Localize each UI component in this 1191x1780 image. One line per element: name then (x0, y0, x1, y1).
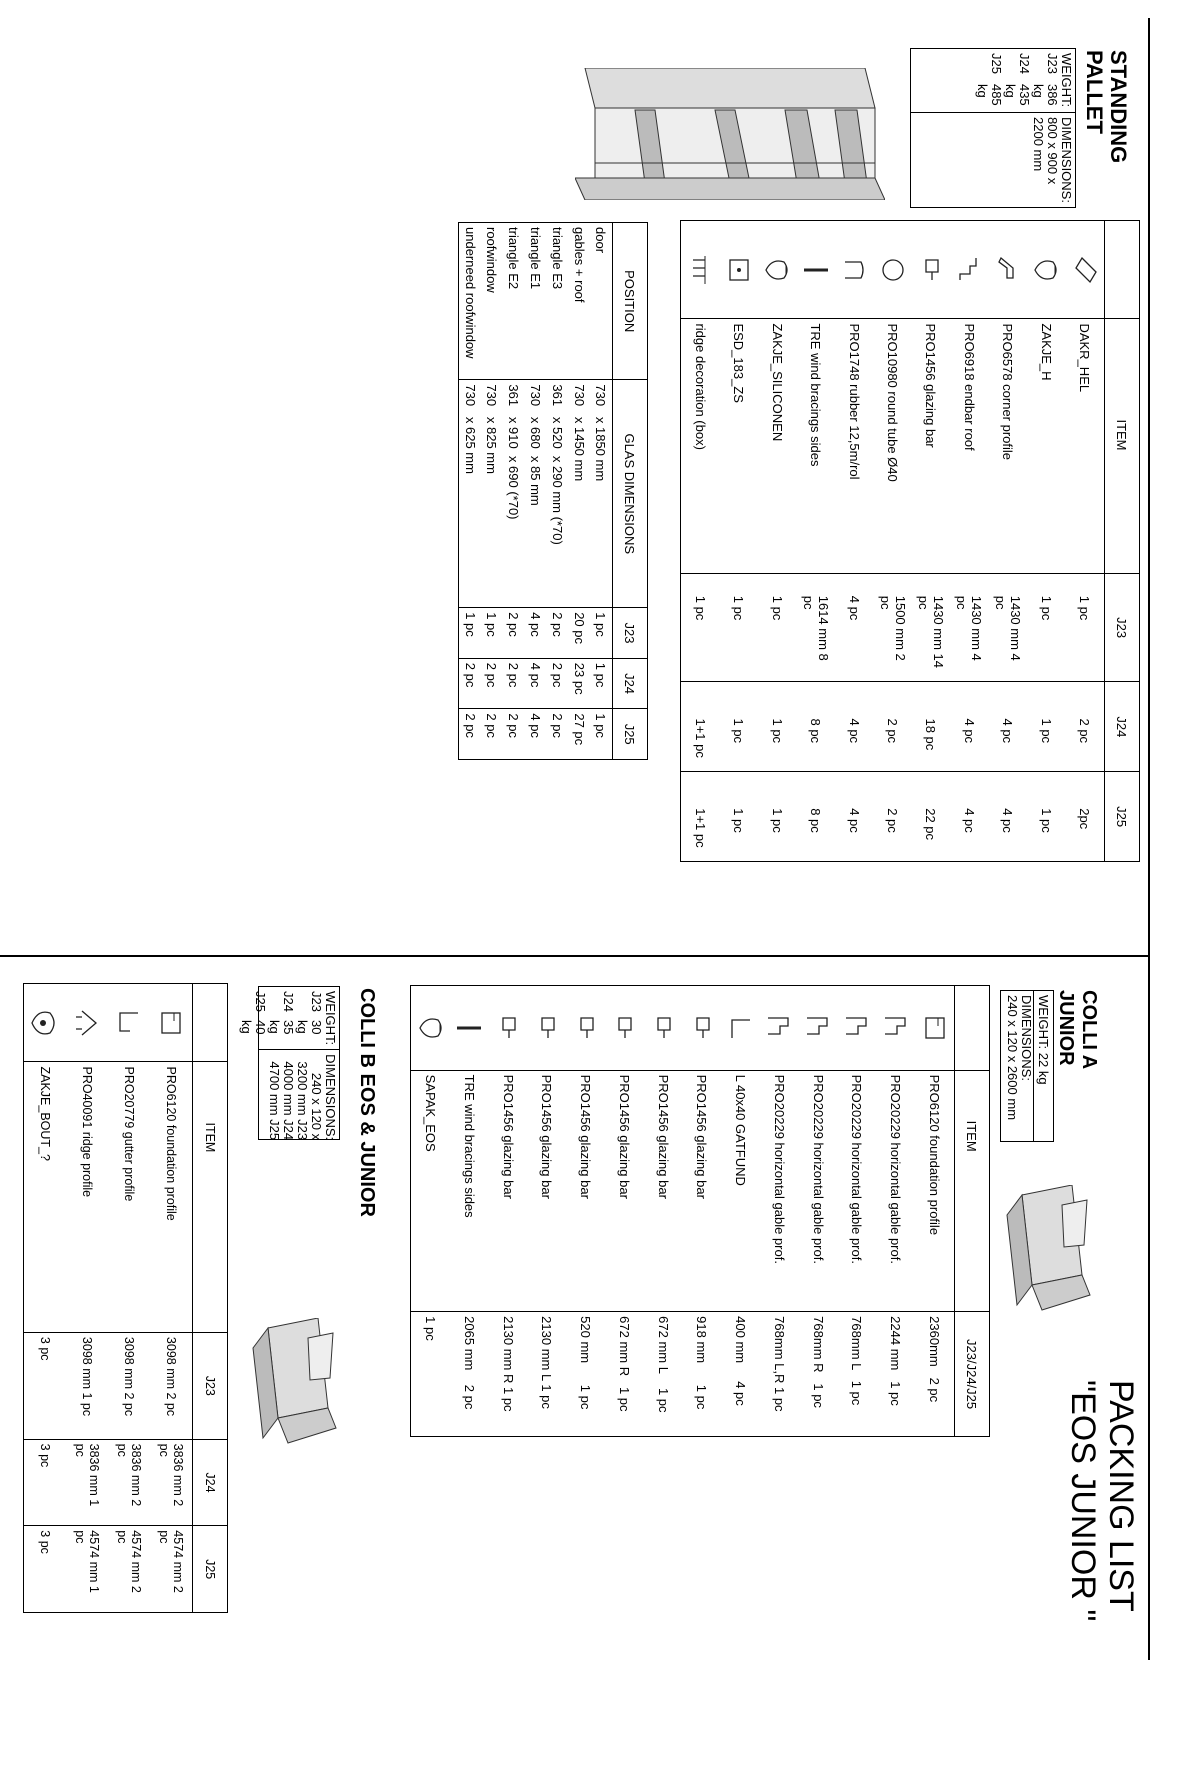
glass-position: triangle E2 (503, 223, 525, 380)
item-name: ZAKJE_SILICONEN (758, 319, 796, 573)
j23-qty: 3 pc (24, 1332, 67, 1439)
icon-cell (66, 984, 108, 1062)
j24-qty: 1 pc (720, 682, 758, 772)
table-row (525, 223, 547, 760)
bag-icon (762, 254, 792, 286)
standing-title-line-2: PALLET (1082, 50, 1107, 134)
gable-profile-icon (881, 1012, 911, 1044)
item-name: PRO10980 round tube Ø40 (873, 319, 911, 573)
item-name: ZAKJE_H (1027, 319, 1065, 573)
bracing-icon (454, 1012, 484, 1044)
icon-cell (24, 984, 67, 1062)
colli-b-table (23, 983, 228, 1613)
glass-j24: 2 pc (503, 658, 525, 709)
icon-cell (796, 221, 834, 319)
colli-a-title: COLLI A JUNIOR (1055, 990, 1100, 1069)
glass-dims-column-header: GLAS DIMENSIONS (613, 380, 648, 608)
icon-cell (1065, 221, 1104, 319)
j24-qty: 2 pc (873, 682, 911, 772)
j25-qty: 4 pc (961, 808, 977, 833)
glass-grid (458, 222, 648, 760)
icon-cell (835, 221, 873, 319)
weight-model: J25 (989, 53, 1004, 74)
j25-qty: 8 pc (808, 808, 824, 833)
glass-j24: 1 pc (590, 658, 613, 709)
table-row (912, 221, 950, 862)
glass-j25: 2 pc (462, 713, 478, 738)
table-row (489, 986, 528, 1437)
gutter-profile-icon (114, 1007, 144, 1039)
glass-position: roofwindow (481, 223, 503, 380)
item-name: SAPAK_EOS (411, 1070, 451, 1312)
rubber-icon (839, 254, 869, 286)
pallet-items-table (680, 220, 1140, 862)
box-icon (724, 254, 754, 286)
j25-qty: 4 pc (1000, 808, 1016, 833)
glass-position: door (590, 223, 613, 380)
weight-label: WEIGHT: (1059, 53, 1074, 108)
bag-icon (1031, 254, 1061, 286)
colli-b-j23-header: J23 (193, 1332, 228, 1439)
table-row (528, 986, 567, 1437)
glass-position: triangle E3 (546, 223, 568, 380)
j24-qty: 3836 mm 2 pc (108, 1439, 150, 1526)
table-row (873, 221, 911, 862)
glass-j25: 4 pc (528, 713, 544, 738)
colli-a-box-illustration (1002, 1185, 1092, 1315)
j25-qty: 22 pc (923, 808, 939, 841)
j25-qty: 1 pc (1038, 808, 1054, 833)
table-row (835, 221, 873, 862)
bracing-icon (801, 254, 831, 286)
qty: 2244 mm 1 pc (888, 1316, 904, 1406)
j25-qty: 2pc (1077, 808, 1093, 830)
glazing-bar-icon (916, 254, 946, 286)
gable-profile-icon (764, 1012, 794, 1044)
table-row (590, 223, 613, 760)
j25-qty: 1 pc (731, 808, 747, 833)
title-line-2: "EOS JUNIOR " (1064, 1380, 1102, 1622)
dimensions-value: 800 x 900 x 2200 mm (1031, 117, 1060, 185)
j23-qty: 1430 mm 4 pc (989, 573, 1027, 682)
item-name: PRO6578 corner profile (989, 319, 1027, 573)
j23-qty: 4 pc (835, 573, 873, 682)
gable-profile-icon (842, 1012, 872, 1044)
j25-qty: 1 pc (769, 808, 785, 833)
weight-model: J23 (309, 991, 324, 1012)
right-border-line (1148, 18, 1150, 1660)
icon-cell (644, 986, 683, 1071)
icon-cell (799, 986, 838, 1071)
glass-j25: 27 pc (571, 713, 587, 746)
pallet-items-grid (680, 220, 1140, 862)
glass-dimensions: 730 x 625 mm (459, 380, 482, 608)
item-name: PRO6918 endbar roof (950, 319, 988, 573)
standing-pallet-info-box (910, 48, 1076, 208)
j23-qty: 1 pc (681, 573, 720, 682)
glass-j24: 2 pc (459, 658, 482, 709)
table-row (758, 221, 796, 862)
dimensions-label: DIMENSIONS: (1059, 117, 1074, 203)
colli-a-dimensions-label: DIMENSIONS: (1019, 995, 1034, 1081)
colli-b-j24-header: J24 (193, 1439, 228, 1526)
glass-j24: 4 pc (525, 658, 547, 709)
table-row (683, 986, 722, 1437)
glass-dimensions: 361 x 910 x 690 (*70) (503, 380, 525, 608)
colli-a-info-box (1000, 990, 1054, 1142)
bag-icon (416, 1012, 446, 1044)
standing-pallet-title (1082, 50, 1130, 163)
table-row (720, 221, 758, 862)
glass-j23-header: J23 (613, 608, 648, 659)
qty: 768mm L 1 pc (849, 1316, 865, 1406)
page-title (1064, 1380, 1140, 1780)
item-name: PRO20229 horizontal gable prof. (799, 1070, 838, 1312)
qty: 400 mm 4 pc (733, 1316, 749, 1406)
qty: 2130 mm R 1 pc (500, 1316, 516, 1412)
colli-b-title: COLLI B EOS & JUNIOR (356, 988, 378, 1217)
colli-a-icon-header (955, 986, 990, 1071)
ridge-profile-icon (72, 1007, 102, 1039)
j24-qty: 3836 mm 2 pc (150, 1439, 193, 1526)
icon-cell (873, 221, 911, 319)
item-name: ridge decoration (box) (681, 319, 720, 573)
table-row (503, 223, 525, 760)
glass-j25-header: J25 (613, 709, 648, 760)
glass-j24: 2 pc (481, 658, 503, 709)
glass-dimensions: 730 x 1450 mm (568, 380, 590, 608)
glass-j23: 2 pc (546, 608, 568, 659)
weight-value: 485 kg (975, 83, 1004, 106)
glass-j23: 2 pc (503, 608, 525, 659)
glass-j24: 2 pc (546, 658, 568, 709)
icon-cell (1027, 221, 1065, 319)
colli-b-weight-label: WEIGHT: (323, 991, 338, 1046)
item-name: PRO1456 glazing bar (528, 1070, 567, 1312)
bolt-bag-icon (30, 1007, 60, 1039)
item-name: PRO6120 foundation profile (915, 1070, 954, 1312)
j23-qty: 1 pc (720, 573, 758, 682)
j24-qty: 4 pc (950, 682, 988, 772)
item-name: TRE wind bracings sides (796, 319, 834, 573)
j23-qty: 3098 mm 2 pc (108, 1332, 150, 1439)
weight-value: 435 kg (1003, 83, 1032, 106)
item-name: PRO6120 foundation profile (150, 1062, 193, 1332)
ridge-decoration-icon (685, 254, 715, 286)
j24-qty: 3 pc (24, 1439, 67, 1526)
qty: 672 mm R 1 pc (616, 1316, 632, 1412)
table-row (950, 221, 988, 862)
item-name: PRO40091 ridge profile (66, 1062, 108, 1332)
qty: 918 mm 1 pc (694, 1316, 710, 1410)
icon-cell (605, 986, 644, 1071)
title-line-1: PACKING LIST (1102, 1380, 1140, 1612)
item-name: PRO1456 glazing bar (644, 1070, 683, 1312)
qty: 768mm L,R 1 pc (771, 1316, 787, 1412)
glass-j24: 23 pc (568, 658, 590, 709)
glass-j25: 2 pc (484, 713, 500, 738)
colli-a-grid (410, 985, 990, 1437)
angle-icon (726, 1012, 756, 1044)
item-name: PRO1456 glazing bar (683, 1070, 722, 1312)
j24-column-header: J24 (1105, 682, 1140, 772)
j23-qty: 3098 mm 1 pc (66, 1332, 108, 1439)
glass-position: underneed roofwindow (459, 223, 482, 380)
section-divider-line (0, 955, 1150, 957)
glass-j24-header: J24 (613, 658, 648, 709)
j24-qty: 1+1 pc (681, 682, 720, 772)
qty: 2360mm 2 pc (927, 1316, 943, 1403)
table-row (546, 223, 568, 760)
table-row (644, 986, 683, 1437)
item-name: TRE wind bracings sides (450, 1070, 489, 1312)
item-name: PRO20229 horizontal gable prof. (760, 1070, 799, 1312)
colli-a-weight: WEIGHT: 22 kg (1033, 991, 1053, 1141)
colli-b-icon-header (193, 984, 228, 1062)
j23-qty: 1500 mm 2 pc (873, 573, 911, 682)
j23-qty: 1430 mm 14 pc (912, 573, 950, 682)
glazing-bar-icon (648, 1012, 678, 1044)
corner-profile-icon (993, 254, 1023, 286)
icon-cell (720, 221, 758, 319)
icon-cell (566, 986, 605, 1071)
glazing-bar-icon (532, 1012, 562, 1044)
standing-title-line-1: STANDING (1106, 50, 1131, 164)
icon-cell (721, 986, 760, 1071)
j23-qty: 1614 mm 8 pc (796, 573, 834, 682)
glass-j23: 20 pc (568, 608, 590, 659)
icon-cell (838, 986, 877, 1071)
glass-position: triangle E1 (525, 223, 547, 380)
foundation-profile-icon (920, 1012, 950, 1044)
j25-qty: 4574 mm 2 pc (114, 1530, 143, 1593)
icon-cell (876, 986, 915, 1071)
icon-cell (528, 986, 567, 1071)
colli-b-grid (23, 983, 228, 1613)
item-name: PRO20229 horizontal gable prof. (876, 1070, 915, 1312)
glass-dimensions: 730 x 680 x 85 mm (525, 380, 547, 608)
roof-panel-icon (1070, 254, 1100, 286)
table-row (1065, 221, 1104, 862)
endbar-icon (954, 254, 984, 286)
table-row (838, 986, 877, 1437)
glass-j23: 1 pc (481, 608, 503, 659)
weight-model: J23 (1045, 53, 1060, 74)
glass-dimensions-table (458, 222, 648, 760)
round-tube-icon (878, 254, 908, 286)
j23-qty: 1430 mm 4 pc (950, 573, 988, 682)
glass-dimensions: 730 x 1850 mm (590, 380, 613, 608)
j25-qty: 4 pc (846, 808, 862, 833)
table-row (796, 221, 834, 862)
table-row (989, 221, 1027, 862)
item-name: DAKR_HEL (1065, 319, 1104, 573)
table-row (760, 986, 799, 1437)
icon-cell (681, 221, 720, 319)
j24-qty: 4 pc (989, 682, 1027, 772)
glazing-bar-icon (687, 1012, 717, 1044)
table-row (566, 986, 605, 1437)
item-name: ESD_183_ZS (720, 319, 758, 573)
glass-dimensions: 361 x 520 x 290 mm (*70) (546, 380, 568, 608)
table-row (411, 986, 451, 1437)
j23-qty: 1 pc (758, 573, 796, 682)
weight-value: 35 kg (267, 1019, 296, 1035)
colli-b-j25-header: J25 (193, 1526, 228, 1613)
item-name: PRO1456 glazing bar (489, 1070, 528, 1312)
glass-j23: 1 pc (459, 608, 482, 659)
glazing-bar-icon (493, 1012, 523, 1044)
icon-cell (758, 221, 796, 319)
j25-qty: 3 pc (38, 1530, 53, 1554)
j24-qty: 8 pc (796, 682, 834, 772)
standing-pallet-illustration (575, 68, 885, 200)
colli-b-dimensions-label: DIMENSIONS: (323, 1054, 338, 1141)
j25-qty: 4574 mm 2 pc (156, 1530, 185, 1593)
j23-qty: 1 pc (1065, 573, 1104, 682)
icon-cell (108, 984, 150, 1062)
glass-j23: 4 pc (525, 608, 547, 659)
table-row (459, 223, 482, 760)
j24-qty: 1 pc (1027, 682, 1065, 772)
qty: 1 pc (423, 1316, 439, 1341)
position-column-header: POSITION (613, 223, 648, 380)
item-name: PRO20779 gutter profile (108, 1062, 150, 1332)
colli-b-dimension-line: 4000 mm J24 (281, 1061, 296, 1141)
gable-profile-icon (803, 1012, 833, 1044)
qty: 768mm R 1 pc (810, 1316, 826, 1408)
glass-position: gables + roof (568, 223, 590, 380)
colli-a-qty-header: J23/J24/J25 (955, 1312, 990, 1437)
glass-dimensions: 730 x 825 mm (481, 380, 503, 608)
table-row (605, 986, 644, 1437)
weight-model: J24 (281, 991, 296, 1012)
glazing-bar-icon (571, 1012, 601, 1044)
table-row (481, 223, 503, 760)
item-name: PRO1456 glazing bar (912, 319, 950, 573)
table-row (1027, 221, 1065, 862)
item-name: PRO1456 glazing bar (605, 1070, 644, 1312)
j24-qty: 1 pc (758, 682, 796, 772)
colli-a-dimensions-value: 240 x 120 x 2600 mm (1005, 995, 1020, 1121)
glass-j23: 1 pc (590, 608, 613, 659)
icon-cell (989, 221, 1027, 319)
table-row (876, 986, 915, 1437)
glass-j25: 2 pc (506, 713, 522, 738)
qty: 2130 mm L 1 pc (539, 1316, 555, 1409)
colli-b-item-header: ITEM (193, 1062, 228, 1332)
j23-column-header: J23 (1105, 573, 1140, 682)
icon-cell (489, 986, 528, 1071)
table-row (915, 986, 954, 1437)
colli-b-dimension-line: 240 x 120 x 3200 mm J23 (295, 1061, 324, 1141)
qty: 2065 mm 2 pc (461, 1316, 477, 1410)
weight-model: J24 (1017, 53, 1032, 74)
j24-qty: 4 pc (835, 682, 873, 772)
table-row (721, 986, 760, 1437)
icon-cell (912, 221, 950, 319)
item-name: ZAKJE_BOUT_? (24, 1062, 67, 1332)
icon-cell (683, 986, 722, 1071)
table-row (799, 986, 838, 1437)
icon-cell (915, 986, 954, 1071)
colli-a-item-header: ITEM (955, 1070, 990, 1312)
j25-column-header: J25 (1105, 772, 1140, 862)
icon-column-header (1105, 221, 1140, 319)
j25-qty: 2 pc (885, 808, 901, 833)
j25-qty: 4574 mm 1 pc (73, 1530, 102, 1593)
icon-cell (760, 986, 799, 1071)
weight-value: 40 kg (239, 1019, 268, 1035)
glazing-bar-icon (609, 1012, 639, 1044)
item-column-header: ITEM (1105, 319, 1140, 573)
glass-j25: 2 pc (549, 713, 565, 738)
icon-cell (411, 986, 451, 1071)
table-row (108, 984, 150, 1613)
weight-model: J25 (253, 991, 268, 1012)
j24-qty: 18 pc (912, 682, 950, 772)
table-row (568, 223, 590, 760)
j24-qty: 3836 mm 1 pc (66, 1439, 108, 1526)
item-name: PRO1748 rubber 12,5m/rol (835, 319, 873, 573)
glass-j25: 1 pc (593, 713, 609, 738)
j24-qty: 2 pc (1065, 682, 1104, 772)
table-row (24, 984, 67, 1613)
weight-value: 30 kg (295, 1019, 324, 1035)
item-name: L 40x40 GATFUND (721, 1070, 760, 1312)
foundation-profile-icon (156, 1007, 186, 1039)
table-row (66, 984, 108, 1613)
j23-qty: 1 pc (1027, 573, 1065, 682)
table-row (450, 986, 489, 1437)
table-row (150, 984, 193, 1613)
item-name: PRO1456 glazing bar (566, 1070, 605, 1312)
qty: 672 mm L 1 pc (655, 1316, 671, 1413)
colli-b-dimension-line: 4700 mm J25 (267, 1061, 282, 1141)
icon-cell (450, 986, 489, 1071)
item-name: PRO20229 horizontal gable prof. (838, 1070, 877, 1312)
j23-qty: 3098 mm 2 pc (150, 1332, 193, 1439)
qty: 520 mm 1 pc (578, 1316, 594, 1410)
colli-b-box-illustration (248, 1318, 338, 1448)
j25-qty: 1+1 pc (692, 808, 708, 848)
colli-b-info-box (239, 986, 340, 1141)
colli-a-table (410, 985, 990, 1437)
icon-cell (150, 984, 193, 1062)
icon-cell (950, 221, 988, 319)
table-row (681, 221, 720, 862)
weight-value: 386 kg (1031, 83, 1060, 106)
